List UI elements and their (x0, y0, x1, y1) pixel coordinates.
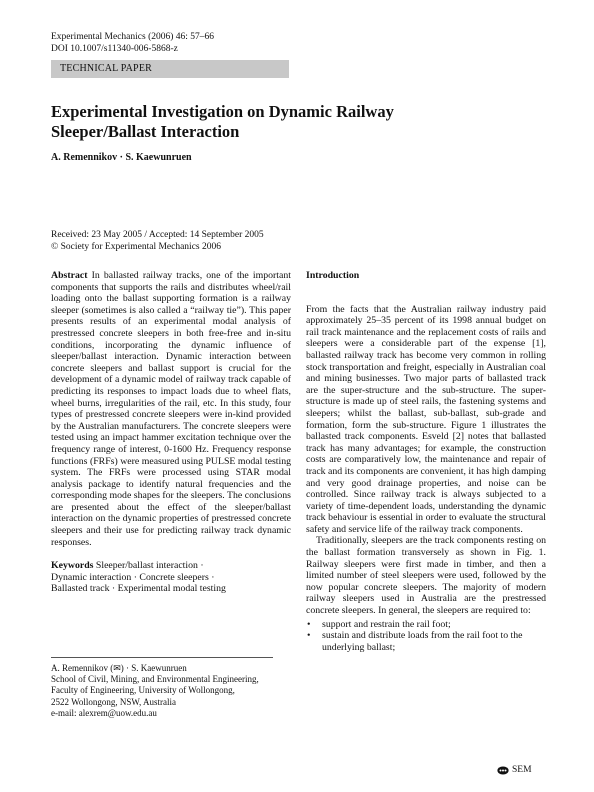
received-accepted: Received: 23 May 2005 / Accepted: 14 September 2005 (51, 230, 264, 240)
footnote-rule (51, 657, 273, 658)
keywords-line-1: Keywords Sleeper/ballast interaction · (51, 560, 204, 572)
section-band (51, 60, 289, 78)
abstract-paragraph (51, 270, 291, 548)
journal-header (51, 31, 214, 55)
list-item: • sustain and distribute loads from the rail foot to the underlying ballast; (307, 630, 523, 653)
section-band-label: TECHNICAL PAPER (60, 63, 152, 74)
publication-dates (51, 229, 264, 253)
affiliation-line-2: School of Civil, Mining, and Environmental Engineering, (51, 674, 259, 685)
journal-citation: Experimental Mechanics (2006) 46: 57–66 (51, 32, 215, 42)
keywords-line-2: Dynamic interaction · Concrete sleepers · (51, 571, 215, 583)
affiliation-email: e-mail: alexrem@uow.edu.au (51, 707, 157, 718)
springer-sem-logo-icon (497, 766, 509, 775)
paper-title: Experimental Investigation on Dynamic Railway Sleeper/Ballast Interaction (51, 102, 394, 141)
abstract-text: In ballasted railway tracks, one of the important components that supports the rails and distributes wheel/rail loading onto the ballast supporting formation is a railway sleeper (sometimes is also called a “railway tie”). This paper presents results of an experimental modal analysis of prestressed concrete sleepers in both free-free and in-situ conditions, incorporating the dynamic influence of sleeper/ballast interaction. Dynamic interaction between concrete sleepers and ballast support is crucial for the development of a dynamic model of railway track capable of predicting its responses to impact loads due to wheel flats, wheel burns, irregularities of the rail, etc. In this study, four types of prestressed concrete sleepers were in-kind provided by the Australian manufacturers. The concrete sleepers were tested using an impact hammer excitation technique over the frequency range of interest, 0-1600 Hz. Frequency response functions (FRFs) were measured using PULSE modal testing system. The FRFs were processed using STAR modal analysis package to identify natural frequencies and the corresponding mode shapes for the sleepers. The conclusions are presented about the effect of the sleeper/ballast interaction on the dynamic properties of prestressed concrete sleepers and their use for predicting railway track dynamic responses. (51, 270, 291, 548)
left-column (51, 270, 291, 595)
publisher-label: SEM (512, 765, 532, 775)
keywords-line-3: Ballasted track · Experimental modal testing (51, 583, 226, 595)
journal-doi: DOI 10.1007/s11340-006-5868-z (51, 44, 178, 54)
abstract-label: Abstract (51, 270, 88, 281)
introduction-heading: Introduction (306, 270, 360, 281)
bullet-icon: • (307, 618, 311, 630)
right-column (306, 270, 546, 653)
bullet-icon: • (307, 630, 311, 642)
requirements-list (306, 619, 546, 654)
affiliation-line-3: Faculty of Engineering, University of Wollongong, (51, 685, 235, 696)
introduction-paragraph-2: Traditionally, sleepers are the track components resting on the ballast formation transversely as shown in Fig. 1. Railway sleepers were first made in timber, and then a limited number of steel sleepers were used, followed by the now popular concrete sleepers. The majority of modern railway sleepers used in Australia are the prestressed concrete sleepers. In general, the sleepers are required to: (306, 535, 546, 617)
keywords-label: Keywords (51, 560, 94, 572)
copyright-line: © Society for Experimental Mechanics 2006 (51, 242, 221, 252)
affiliation-line-4: 2522 Wollongong, NSW, Australia (51, 696, 177, 707)
keywords-block (51, 560, 291, 595)
introduction-paragraph-1: From the facts that the Australian railway industry paid approximately 25–35 percent of its 1998 annual budget on rail track maintenance and the replacement costs of rails and sleepers were a considerable part of the expense [1], ballasted railway track has become very common in rolling stock transportation and freight, especially in Australian coal and mining businesses. Two major parts of ballasted track are the super-structure and the sub-structure. The super-structure is made up of steel rails, the fastening systems and sleepers; whilst the ballast, sub-ballast, sub-grade and formation, form the sub-structure. Figure 1 illustrates the ballasted track components. Esveld [2] notes that ballasted track has many advantages; for example, the construction costs are comparatively low, the maintenance and repair of track and its components are convenient, it has high damping and very good drainage properties, and noise can be controlled. Since railway track is always subjected to a variety of time-dependent loads, understanding the dynamic track behaviour is essential in order to evaluate the structural safety and service life of the railway track components. (306, 303, 546, 535)
affiliation-line-1: A. Remennikov (✉) · S. Kaewunruen (51, 663, 187, 673)
list-item: • support and restrain the rail foot; (307, 618, 451, 630)
author-affiliation (51, 663, 259, 719)
paper-authors: A. Remennikov · S. Kaewunruen (51, 152, 192, 163)
publisher-mark (497, 765, 532, 775)
